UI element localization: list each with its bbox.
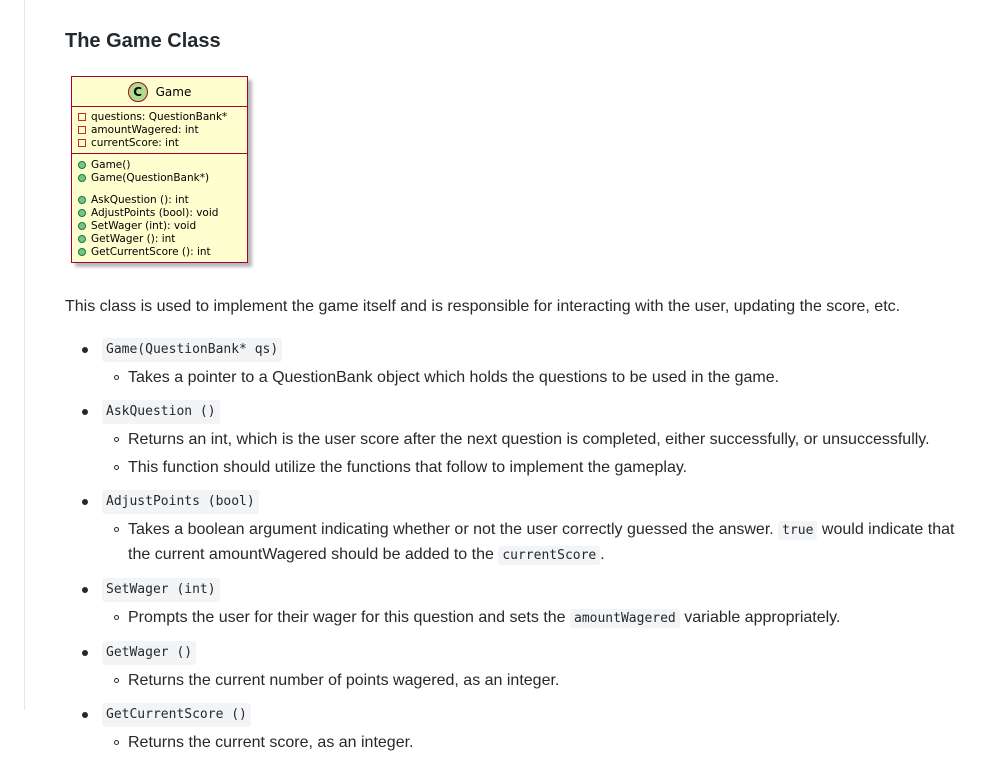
public-method-icon [78, 209, 86, 217]
public-method-icon [78, 174, 86, 182]
uml-class-diagram [71, 76, 248, 263]
inline-code: Game(QuestionBank* qs) [102, 338, 282, 362]
uml-field: amountWagered: int [78, 124, 241, 137]
uml-constructor: Game(QuestionBank*) [78, 171, 241, 184]
inline-code: amountWagered [570, 609, 680, 628]
list-item [65, 400, 970, 480]
sub-list-item: Prompts the user for their wager for this question and sets the amountWagered variable appropriately. [102, 606, 970, 631]
list-item [65, 338, 970, 390]
public-method-icon [78, 161, 86, 169]
uml-method: GetWager (): int [78, 232, 241, 245]
class-stereotype-icon: C [128, 82, 148, 102]
list-item [65, 490, 970, 568]
sub-list-item: Returns the current number of points wagered, as an integer. [102, 669, 970, 693]
inline-code: currentScore [498, 546, 600, 565]
public-method-icon [78, 222, 86, 230]
inline-code: GetCurrentScore () [102, 703, 251, 727]
uml-method: AskQuestion (): int [78, 194, 241, 207]
sub-list-item: Returns the current score, as an integer. [102, 731, 970, 755]
uml-class-header [72, 77, 247, 106]
method-list [65, 338, 970, 765]
sub-list-item: This function should utilize the functions that follow to implement the gameplay. [102, 456, 970, 480]
uml-field: questions: QuestionBank* [78, 111, 241, 124]
inline-code: SetWager (int) [102, 578, 220, 602]
public-method-icon [78, 196, 86, 204]
uml-method: AdjustPoints (bool): void [78, 207, 241, 220]
uml-class-name: Game [155, 84, 192, 99]
uml-field: currentScore: int [78, 137, 241, 150]
public-method-icon [78, 235, 86, 243]
uml-method: SetWager (int): void [78, 220, 241, 233]
private-field-icon [78, 139, 86, 147]
list-item [65, 703, 970, 755]
uml-fields-section [72, 106, 247, 153]
uml-method: GetCurrentScore (): int [78, 245, 241, 258]
inline-code: AskQuestion () [102, 400, 220, 424]
sub-list-item: Takes a pointer to a QuestionBank object which holds the questions to be used in the game. [102, 366, 970, 390]
sub-list-item: Returns an int, which is the user score after the next question is completed, either successfully, or unsuccessfully. [102, 428, 970, 452]
inline-code: true [778, 521, 817, 540]
sub-list-item: Takes a boolean argument indicating whether or not the user correctly guessed the answer. true would indicate that the current amountWagered should be added to the currentScore . [102, 518, 970, 568]
inline-code: GetWager () [102, 641, 196, 665]
list-item [65, 641, 970, 693]
list-item [65, 578, 970, 631]
private-field-icon [78, 113, 86, 121]
section-heading: The Game Class [65, 30, 221, 52]
public-method-icon [78, 248, 86, 256]
uml-constructor: Game() [78, 158, 241, 171]
inline-code: AdjustPoints (bool) [102, 490, 259, 514]
uml-methods-section [72, 153, 247, 262]
left-border-rule [24, 0, 25, 710]
private-field-icon [78, 126, 86, 134]
class-description: This class is used to implement the game itself and is responsible for interacting with the user, updating the score, etc. [65, 298, 901, 315]
